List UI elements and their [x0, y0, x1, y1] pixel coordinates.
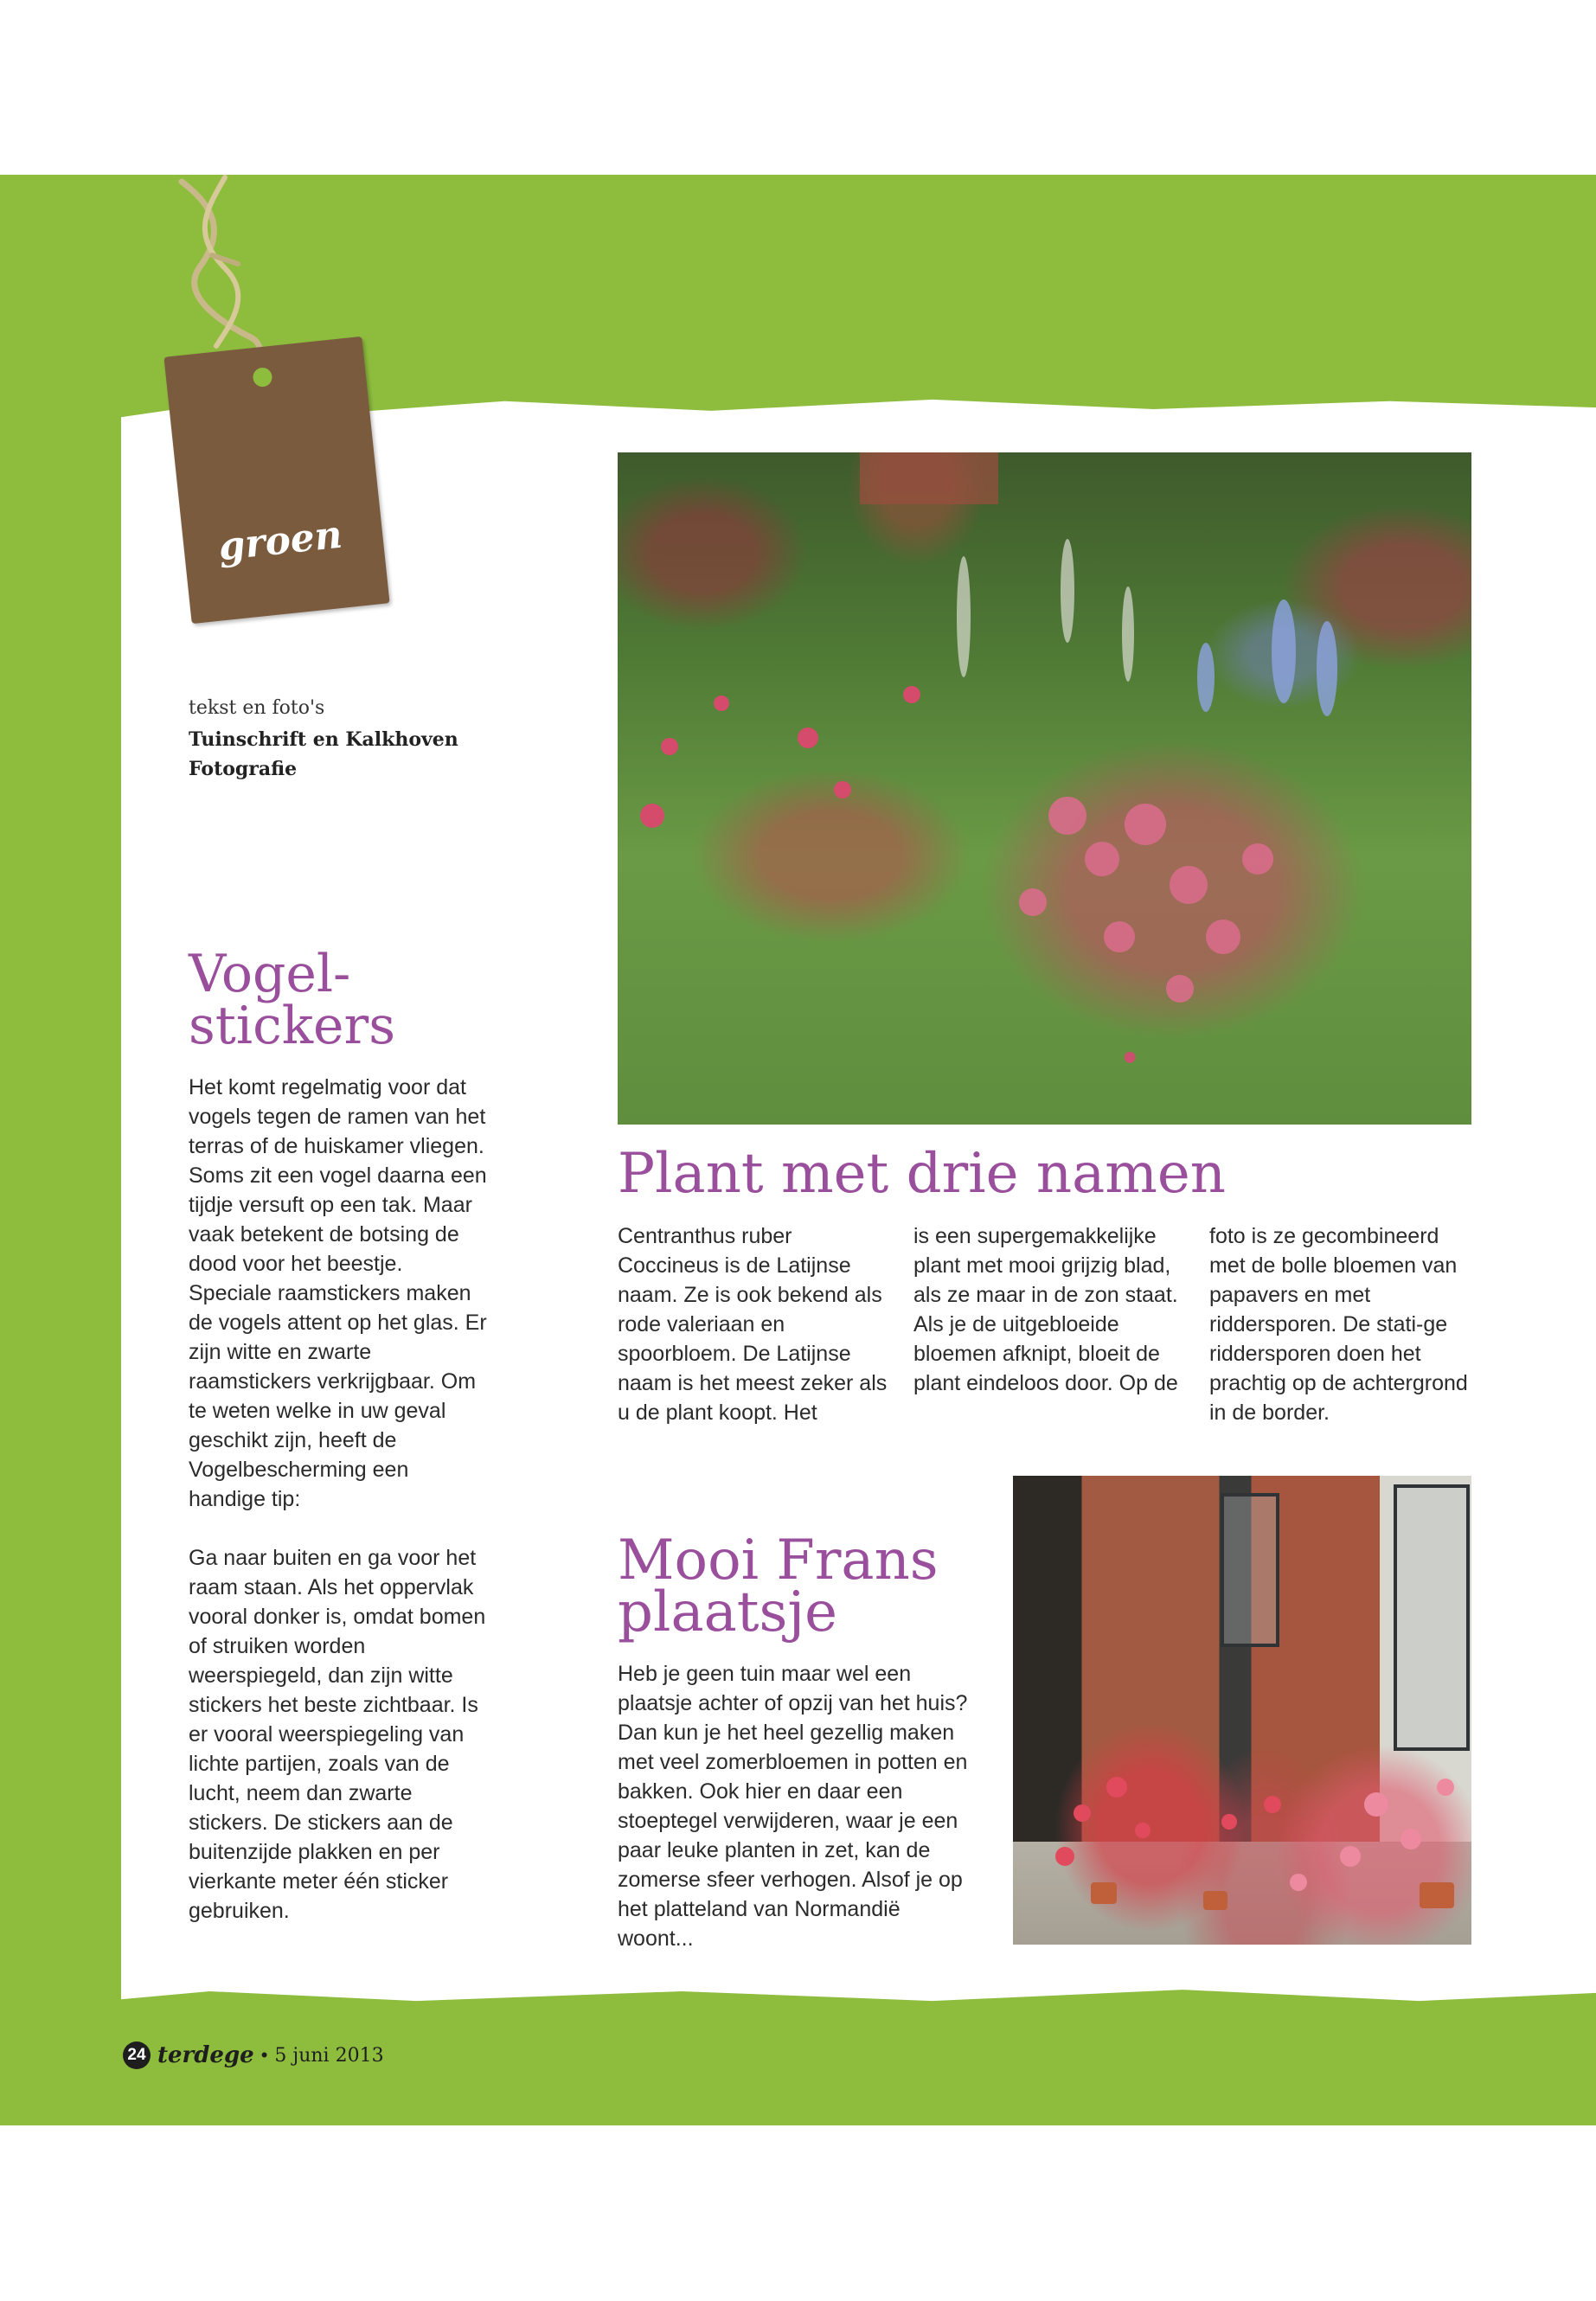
footer-separator: • [260, 2044, 268, 2066]
brand-logo: terdege [157, 2042, 254, 2068]
page-footer [123, 2041, 384, 2069]
tag-hole [252, 367, 272, 388]
mooi-title: Mooi Frans plaatsje [618, 1529, 939, 1644]
issue-date: 5 juni 2013 [274, 2044, 384, 2067]
credit-names: Tuinschrift en Kalkhoven Fotografie [189, 728, 458, 780]
vogel-title: Vogel-stickers [189, 944, 396, 1056]
plant-title: Plant met drie namen [618, 1142, 1226, 1206]
mooi-body: Heb je geen tuin maar wel een plaatsje achter of opzij van het huis? Dan kun je het heel gezellig maken met veel zomerbloemen in potten en bakken. Ook hier en daar een stoeptegel verwijderen, waar je een paar leuke planten in zet, kan de zomerse sfeer verhogen. Alsof je op het platteland van Normandië woont... [618, 1662, 968, 1951]
plant-column: Centranthus ruber Coccineus is de Latijnse naam. Ze is ook bekend als rode valeriaan en spoorbloem. De Latijnse naam is het meest zeker als u de plant koopt. Het [618, 1224, 888, 1425]
tag-label: groen [216, 512, 344, 570]
flower-spikes-icon [618, 452, 1471, 1125]
flowers-icon [1013, 1476, 1471, 1945]
category-tag [163, 336, 389, 624]
vogel-paragraph: Ga naar buiten en ga voor het raam staan. Als het oppervlak vooral donker is, omdat bomen of struiken worden weerspiegeld, dan zijn witte stickers het beste zichtbaar. Is er vooral weerspiegeling van lichte partijen, zoals van de lucht, neem dan zwarte stickers. De stickers aan de buitenzijde plakken en per vierkante meter één sticker gebruiken. [189, 1546, 486, 1923]
courtyard-photo [1013, 1476, 1471, 1945]
page-number: 24 [123, 2041, 151, 2069]
vogel-body [189, 1073, 487, 1955]
credit-label: tekst en foto's [189, 697, 325, 719]
plant-column: foto is ze gecombineerd met de bolle bloemen van papavers en met riddersporen. De stati-ge riddersporen doen het prachtig op de achtergrond in de border. [1209, 1224, 1468, 1425]
vogel-paragraph: Het komt regelmatig voor dat vogels tegen de ramen van het terras of de huiskamer vliegen. Soms zit een vogel daarna een tijdje versuft op een tak. Maar vaak betekent de botsing de dood voor het beestje. Speciale raamstickers maken de vogels attent op het glas. Er zijn witte en zwarte raamstickers verkrijgbaar. Om te weten welke in uw geval geschikt zijn, heeft de Vogelbescherming een handige tip: [189, 1075, 487, 1511]
plant-column: is een supergemakkelijke plant met mooi grijzig blad, als ze maar in de zon staat. Als je de uitgebloeide bloemen afknipt, bloeit de plant eindeloos door. Op de [913, 1224, 1178, 1395]
garden-photo [618, 452, 1471, 1125]
